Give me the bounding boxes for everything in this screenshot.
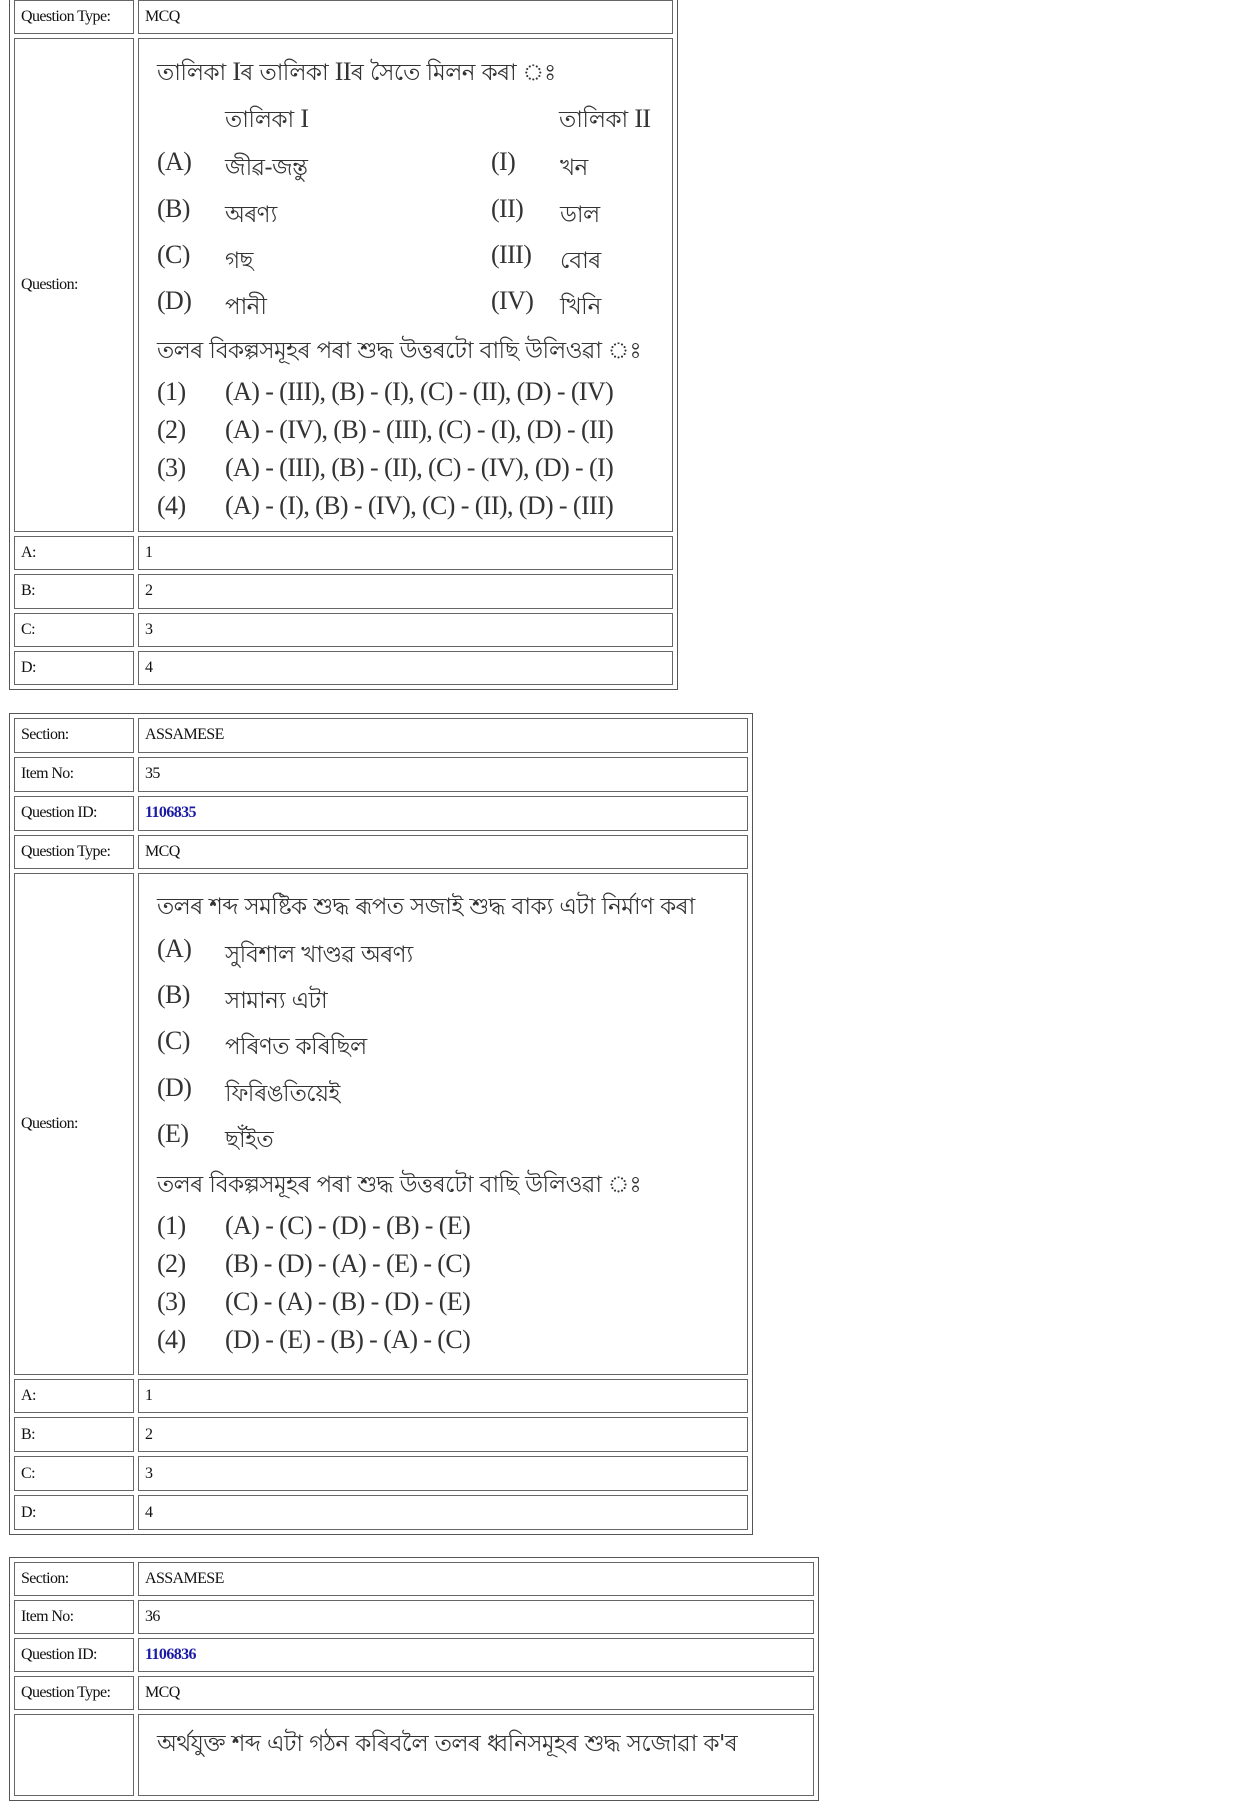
option-text: (A) - (IV), (B) - (III), (C) - (I), (D) - (II) xyxy=(225,415,614,445)
list-1-key: (C) xyxy=(157,240,190,270)
section-label: Section: xyxy=(14,718,134,753)
answer-label: D: xyxy=(14,651,134,685)
list-1-value: অৰণ্য xyxy=(225,202,277,229)
list-2-key: (II) xyxy=(491,194,524,224)
list-1-key: (B) xyxy=(157,194,190,224)
question-id-value: 1106835 xyxy=(138,796,748,831)
option-number: (4) xyxy=(157,1325,186,1355)
answer-value: 4 xyxy=(138,651,673,685)
question-type-value: MCQ xyxy=(138,835,748,870)
question-type-value: MCQ xyxy=(138,1676,814,1710)
item-value: ছাঁইত xyxy=(225,1127,274,1154)
section-value: ASSAMESE xyxy=(138,718,748,753)
question-label: Question: xyxy=(14,873,134,1374)
choose-instruction: তলৰ বিকল্পসমূহৰ পৰা শুদ্ধ উত্তৰটো বাছি উলিওৱা ঃ xyxy=(157,1172,642,1199)
option-text: (A) - (III), (B) - (II), (C) - (IV), (D) - (I) xyxy=(225,453,614,483)
question-table-34 xyxy=(9,0,678,690)
answer-value: 3 xyxy=(138,1456,748,1491)
list-2-heading: তালিকা II xyxy=(559,104,651,134)
answer-value: 2 xyxy=(138,574,673,608)
list-2-key: (III) xyxy=(491,240,532,270)
item-key: (C) xyxy=(157,1026,190,1056)
option-number: (1) xyxy=(157,1211,186,1241)
item-value: সামান্য এটা xyxy=(225,988,328,1015)
answer-value: 3 xyxy=(138,613,673,647)
answer-value: 2 xyxy=(138,1417,748,1452)
question-instruction: তালিকা Iৰ তালিকা IIৰ সৈতে মিলন কৰা ঃ xyxy=(157,57,556,87)
list-1-value: গছ xyxy=(225,248,253,275)
list-2-value: ডাল xyxy=(560,202,600,229)
answer-label: B: xyxy=(14,1417,134,1452)
question-type-value: MCQ xyxy=(138,0,673,34)
option-number: (4) xyxy=(157,491,186,521)
answer-label: C: xyxy=(14,1456,134,1491)
question-label xyxy=(14,1714,134,1796)
answer-label: A: xyxy=(14,1379,134,1414)
item-key: (B) xyxy=(157,980,190,1010)
list-1-value: পানী xyxy=(225,294,267,321)
answer-value: 4 xyxy=(138,1495,748,1530)
item-key: (A) xyxy=(157,934,192,964)
option-text: (A) - (C) - (D) - (B) - (E) xyxy=(225,1211,471,1241)
list-2-value: বোৰ xyxy=(560,248,601,275)
question-id-label: Question ID: xyxy=(14,796,134,831)
option-text: (A) - (I), (B) - (IV), (C) - (II), (D) - (III) xyxy=(225,491,614,521)
question-content xyxy=(138,1714,814,1796)
option-number: (3) xyxy=(157,453,186,483)
question-id-label: Question ID: xyxy=(14,1638,134,1672)
list-1-key: (D) xyxy=(157,286,192,316)
answer-value: 1 xyxy=(138,1379,748,1414)
answer-label: D: xyxy=(14,1495,134,1530)
question-type-label: Question Type: xyxy=(14,1676,134,1710)
option-number: (2) xyxy=(157,415,186,445)
section-value: ASSAMESE xyxy=(138,1562,814,1596)
question-instruction: তলৰ শব্দ সমষ্টিক শুদ্ধ ৰূপত সজাই শুদ্ধ বাক্য এটা নিৰ্মাণ কৰা xyxy=(157,894,695,921)
section-label: Section: xyxy=(14,1562,134,1596)
item-key: (E) xyxy=(157,1119,189,1149)
option-text: (B) - (D) - (A) - (E) - (C) xyxy=(225,1249,471,1279)
option-number: (2) xyxy=(157,1249,186,1279)
answer-label: B: xyxy=(14,574,134,608)
list-1-value: জীৱ-জন্তু xyxy=(225,155,308,182)
option-text: (C) - (A) - (B) - (D) - (E) xyxy=(225,1287,471,1317)
option-number: (3) xyxy=(157,1287,186,1317)
option-text: (A) - (III), (B) - (I), (C) - (II), (D) - (IV) xyxy=(225,377,614,407)
item-no-value: 35 xyxy=(138,757,748,792)
question-type-label: Question Type: xyxy=(14,0,134,34)
list-2-key: (I) xyxy=(491,147,516,177)
answer-value: 1 xyxy=(138,536,673,570)
question-instruction: অৰ্থযুক্ত শব্দ এটা গঠন কৰিবলৈ তলৰ ধ্বনিসমূহৰ শুদ্ধ সজোৱা ক'ৰ xyxy=(157,1731,738,1757)
question-content xyxy=(138,38,673,532)
answer-label: C: xyxy=(14,613,134,647)
question-content xyxy=(138,873,748,1374)
question-table-35 xyxy=(9,713,753,1535)
list-1-heading: তালিকা I xyxy=(225,104,309,134)
item-key: (D) xyxy=(157,1073,192,1103)
item-no-value: 36 xyxy=(138,1600,814,1634)
list-2-key: (IV) xyxy=(491,286,534,316)
question-label: Question: xyxy=(14,38,134,532)
list-1-key: (A) xyxy=(157,147,192,177)
item-value: পৰিণত কৰিছিল xyxy=(225,1034,367,1061)
choose-instruction: তলৰ বিকল্পসমূহৰ পৰা শুদ্ধ উত্তৰটো বাছি উলিওৱা ঃ xyxy=(157,338,642,365)
item-no-label: Item No: xyxy=(14,1600,134,1634)
question-table-36 xyxy=(9,1557,819,1801)
item-value: সুবিশাল খাণ্ডৱ অৰণ্য xyxy=(225,942,413,969)
option-number: (1) xyxy=(157,377,186,407)
item-no-label: Item No: xyxy=(14,757,134,792)
list-2-value: খিনি xyxy=(560,294,601,321)
item-value: ফিৰিঙতিয়েই xyxy=(225,1081,340,1108)
option-text: (D) - (E) - (B) - (A) - (C) xyxy=(225,1325,471,1355)
answer-label: A: xyxy=(14,536,134,570)
list-2-value: খন xyxy=(560,155,588,182)
question-type-label: Question Type: xyxy=(14,835,134,870)
question-id-value: 1106836 xyxy=(138,1638,814,1672)
